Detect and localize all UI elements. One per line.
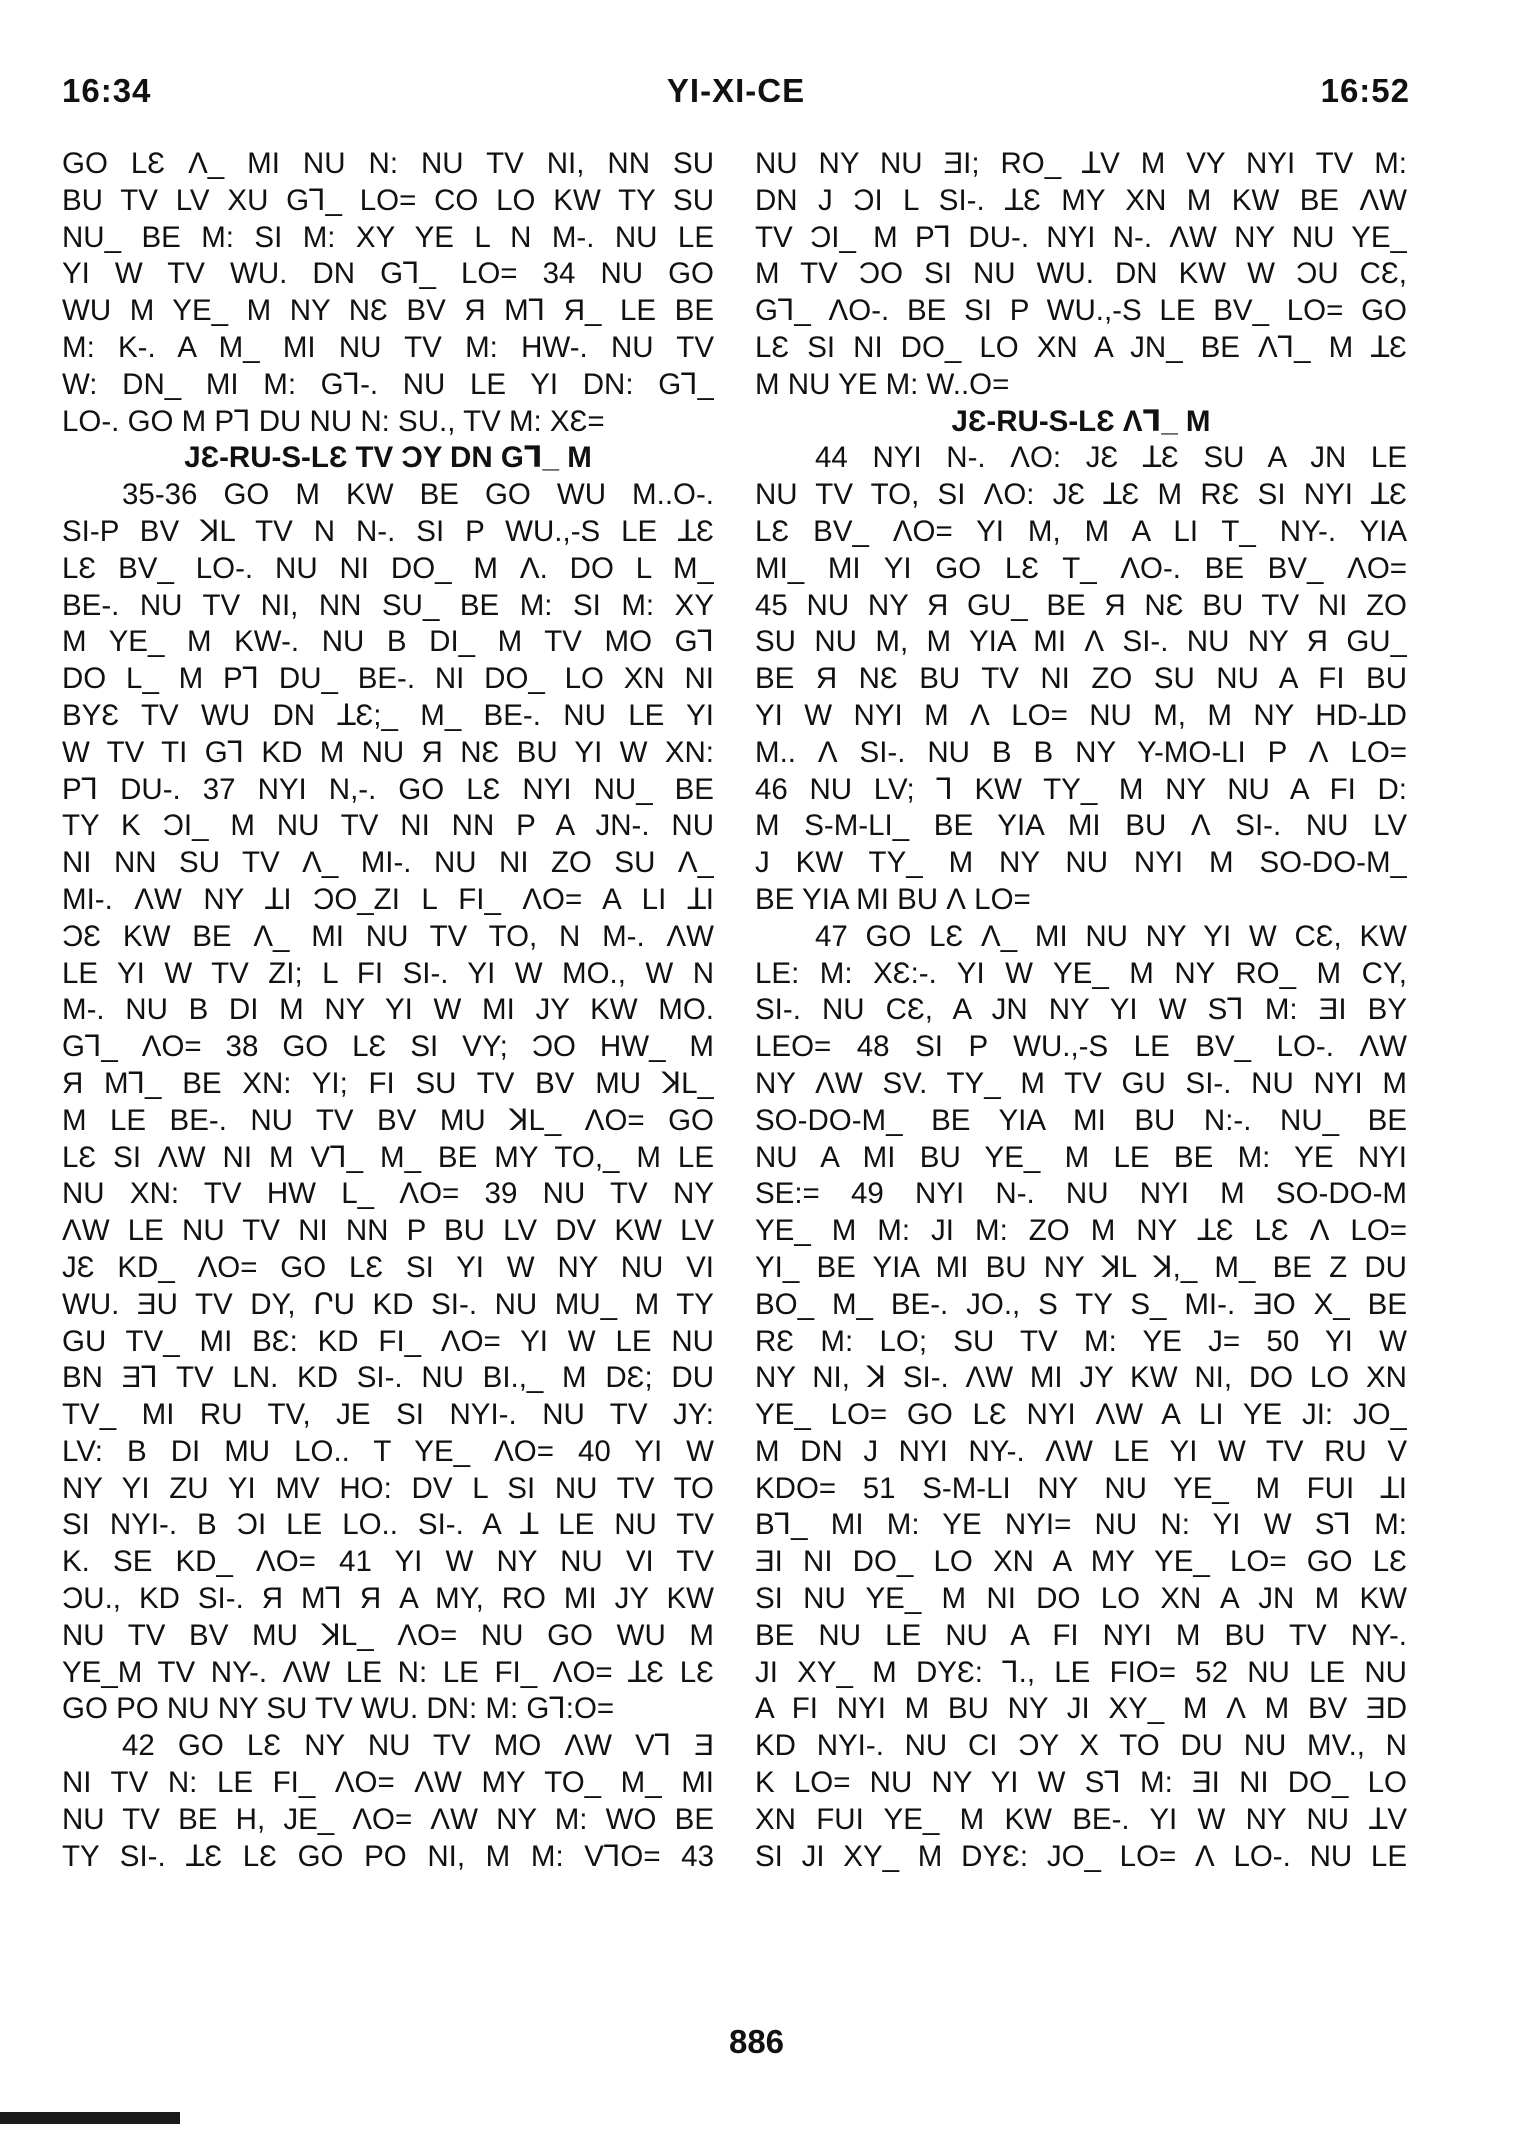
text-line: BꞀ_ MI M: YE NYI= NU N: YI W SꞀ M: bbox=[755, 1508, 1407, 1542]
text-line: NY NI, ꓘ SI-. ɅW MI JY KW NI, DO LO XN bbox=[755, 1361, 1407, 1395]
text-line: NU TV TO, SI ɅO: JƐ ꓕƐ M RƐ SI NYI ꓕƐ bbox=[755, 478, 1407, 512]
text-line: BE Я NƐ BU TV NI ZO SU NU A FI BU bbox=[755, 662, 1407, 696]
text-line: YE_ M M: JI M: ZO M NY ꓕƐ LƐ Ʌ LO= bbox=[755, 1214, 1407, 1248]
text-line: LE: M: XƐ:-. YI W YE_ M NY RO_ M CY, bbox=[755, 956, 1407, 990]
text-line: PꞀ DU-. 37 NYI N,-. GO LƐ NYI NU_ BE bbox=[62, 772, 714, 806]
text-line: M: K-. A M_ MI NU TV M: HW-. NU TV bbox=[62, 330, 714, 364]
text-line: GꞀ_ ɅO= 38 GO LƐ SI VY; ƆO HW_ M bbox=[62, 1030, 714, 1064]
text-line: NU TV BV MU ꓘL_ ɅO= NU GO WU M bbox=[62, 1618, 714, 1652]
text-line: LV: B DI MU LO.. T YE_ ɅO= 40 YI W bbox=[62, 1434, 714, 1468]
header-book-title: YI-XI-CE bbox=[666, 72, 806, 109]
text-line: K. SE KD_ ɅO= 41 YI W NY NU VI TV bbox=[62, 1545, 714, 1579]
text-line: 45 NU NY Я GU_ BE Я NƐ BU TV NI ZO bbox=[755, 588, 1407, 622]
text-line: NU_ BE M: SI M: XY YE L N M-. NU LE bbox=[62, 220, 714, 254]
text-line: DN J ƆI L SI-. ꓕƐ MY XN M KW BE ɅW bbox=[755, 183, 1407, 217]
text-line: NY ɅW SV. TY_ M TV GU SI-. NU NYI M bbox=[755, 1066, 1407, 1100]
text-line: M TV ƆO SI NU WU. DN KW W ƆU CƐ, bbox=[755, 257, 1407, 291]
text-line: ƆU., KD SI-. Я MꞀ Я A MY, RO MI JY KW bbox=[62, 1582, 714, 1616]
text-line: BN ƎꞀ TV LN. KD SI-. NU BI.,_ M DƐ; DU bbox=[62, 1361, 714, 1395]
text-line: KDO= 51 S-M-LI NY NU YE_ M FUI ꓕI bbox=[755, 1471, 1407, 1505]
text-line: M NU YE M: W..O= bbox=[755, 367, 1010, 401]
text-line: SO-DO-M_ BE YIA MI BU N:-. NU_ BE bbox=[755, 1103, 1407, 1137]
text-line: M.. Ʌ SI-. NU B B NY Y-MO-LI P Ʌ LO= bbox=[755, 735, 1407, 769]
text-line: NU XN: TV HW L_ ɅO= 39 NU TV NY bbox=[62, 1177, 714, 1211]
text-line: BE NU LE NU A FI NYI M BU TV NY-. bbox=[755, 1618, 1407, 1652]
text-line: 35-36 GO M KW BE GO WU M..O-. bbox=[122, 478, 714, 512]
text-line: NY YI ZU YI MV HO: DV L SI NU TV TO bbox=[62, 1471, 714, 1505]
text-line: SI-. NU CƐ, A JN NY YI W SꞀ M: ƎI BY bbox=[755, 993, 1407, 1027]
text-line: J KW TY_ M NY NU NYI M SO-DO-M_ bbox=[755, 846, 1407, 880]
text-line: LEO= 48 SI P WU.,-S LE BV_ LO-. ɅW bbox=[755, 1030, 1407, 1064]
text-line: M LE BE-. NU TV BV MU ꓘL_ ɅO= GO bbox=[62, 1103, 714, 1137]
text-line: 46 NU LV; Ꞁ KW TY_ M NY NU A FI D: bbox=[755, 772, 1407, 806]
text-line: GU TV_ MI BƐ: KD FI_ ɅO= YI W LE NU bbox=[62, 1324, 714, 1358]
text-line: 47 GO LƐ Ʌ_ MI NU NY YI W CƐ, KW bbox=[815, 919, 1407, 953]
page-number: 886 bbox=[728, 2023, 785, 2060]
text-line: DO L_ M PꞀ DU_ BE-. NI DO_ LO XN NI bbox=[62, 662, 714, 696]
text-line: SU NU M, M YIA MI Ʌ SI-. NU NY Я GU_ bbox=[755, 625, 1407, 659]
text-line: LƐ BV_ LO-. NU NI DO_ M Ʌ. DO L M_ bbox=[62, 551, 714, 585]
text-line: GO LƐ Ʌ_ MI NU N: NU TV NI, NN SU bbox=[62, 147, 714, 180]
text-line: XN FUI YE_ M KW BE-. YI W NY NU ꓕV bbox=[755, 1802, 1407, 1836]
text-line: YI W TV WU. DN GꞀ_ LO= 34 NU GO bbox=[62, 257, 714, 291]
text-line: M-. NU B DI M NY YI W MI JY KW MO. bbox=[62, 993, 714, 1027]
text-line: NU TV BE H, JE_ ɅO= ɅW NY M: WO BE bbox=[62, 1802, 714, 1836]
text-line: BO_ M_ BE-. JO., S TY S_ MI-. ƎO X_ BE bbox=[755, 1287, 1407, 1321]
header-verse-end: 16:52 bbox=[1320, 72, 1410, 109]
scan-edge-shadow bbox=[0, 2112, 180, 2124]
right-text-column bbox=[755, 146, 1407, 1875]
text-line: JI XY_ M DYƐ: Ꞁ., LE FIO= 52 NU LE NU bbox=[755, 1655, 1407, 1689]
page-header bbox=[62, 72, 1410, 122]
section-heading: JƐ-RU-S-LƐ TV ƆY DN GꞀ_ M bbox=[184, 441, 592, 475]
text-line: LƐ SI ɅW NI M VꞀ_ M_ BE MY TO,_ M LE bbox=[62, 1140, 714, 1174]
text-line: SI NU YE_ M NI DO LO XN A JN M KW bbox=[755, 1582, 1407, 1616]
text-line: TY K ƆI_ M NU TV NI NN P A JN-. NU bbox=[62, 809, 714, 843]
text-line: LE YI W TV ZI; L FI SI-. YI W MO., W N bbox=[62, 956, 714, 990]
text-line: BE YIA MI BU Ʌ LO= bbox=[755, 882, 1031, 916]
text-line: NI NN SU TV Ʌ_ MI-. NU NI ZO SU Ʌ_ bbox=[62, 846, 714, 880]
text-line: MI-. ɅW NY ꓕI ƆO_ZI L FI_ ɅO= A LI ꓕI bbox=[62, 882, 714, 916]
text-line: WU. ƎU TV DY, ՐU KD SI-. NU MU_ M TY bbox=[62, 1287, 714, 1321]
text-line: SE:= 49 NYI N-. NU NYI M SO-DO-M bbox=[755, 1177, 1407, 1211]
text-line: KD NYI-. NU CI ƆY X TO DU NU MV., N bbox=[755, 1729, 1407, 1763]
text-line: BE-. NU TV NI, NN SU_ BE M: SI M: XY bbox=[62, 588, 714, 622]
text-line: ƎI NI DO_ LO XN A MY YE_ LO= GO LƐ bbox=[755, 1545, 1407, 1579]
text-line: SI NYI-. B ƆI LE LO.. SI-. A ꓕ LE NU TV bbox=[62, 1508, 714, 1542]
text-line: NI TV N: LE FI_ ɅO= ɅW MY TO_ M_ MI bbox=[62, 1766, 714, 1800]
text-line: 42 GO LƐ NY NU TV MO ɅW VꞀ Ǝ bbox=[122, 1729, 714, 1763]
text-line: MI_ MI YI GO LƐ T_ ɅO-. BE BV_ ɅO= bbox=[755, 551, 1407, 585]
text-line: Я MꞀ_ BE XN: YI; FI SU TV BV MU ꓘL_ bbox=[62, 1066, 714, 1100]
text-line: M S-M-LI_ BE YIA MI BU Ʌ SI-. NU LV bbox=[755, 809, 1407, 843]
text-line: JƐ KD_ ɅO= GO LƐ SI YI W NY NU VI bbox=[62, 1250, 714, 1284]
text-line: 44 NYI N-. ɅO: JƐ ꓕƐ SU A JN LE bbox=[815, 441, 1407, 475]
text-line: LƐ BV_ ɅO= YI M, M A LI T_ NY-. YIA bbox=[755, 514, 1407, 548]
text-line: M YE_ M KW-. NU B DI_ M TV MO GꞀ bbox=[62, 625, 714, 659]
header-verse-start: 16:34 bbox=[62, 72, 152, 109]
text-line: ɅW LE NU TV NI NN P BU LV DV KW LV bbox=[62, 1214, 714, 1248]
text-line: BU TV LV XU GꞀ_ LO= CO LO KW TY SU bbox=[62, 183, 714, 217]
text-line: YI W NYI M Ʌ LO= NU M, M NY HD-ꓕD bbox=[755, 698, 1407, 732]
text-line: GO PO NU NY SU TV WU. DN: M: GꞀ:O= bbox=[62, 1692, 615, 1726]
text-line: M DN J NYI NY-. ɅW LE YI W TV RU V bbox=[755, 1434, 1407, 1468]
text-line: ƆƐ KW BE Ʌ_ MI NU TV TO, N M-. ɅW bbox=[62, 919, 714, 953]
text-line: K LO= NU NY YI W SꞀ M: ƎI NI DO_ LO bbox=[755, 1766, 1407, 1800]
text-line: GꞀ_ ɅO-. BE SI P WU.,-S LE BV_ LO= GO bbox=[755, 294, 1407, 328]
text-line: TV_ MI RU TV, JE SI NYI-. NU TV JY: bbox=[62, 1398, 714, 1432]
text-line: WU M YE_ M NY NƐ BV Я MꞀ Я_ LE BE bbox=[62, 294, 714, 328]
text-line: RƐ M: LO; SU TV M: YE J= 50 YI W bbox=[755, 1324, 1407, 1358]
text-line: TV ƆI_ M PꞀ DU-. NYI N-. ɅW NY NU YE_ bbox=[755, 220, 1407, 254]
text-line: A FI NYI M BU NY JI XY_ M Ʌ M BV ƎD bbox=[755, 1692, 1407, 1726]
text-line: LO-. GO M PꞀ DU NU N: SU., TV M: XƐ= bbox=[62, 404, 605, 438]
left-text-column bbox=[62, 146, 714, 1875]
text-line: NU NY NU ƎI; RO_ ꓕV M VY NYI TV M: bbox=[755, 147, 1407, 180]
text-line: BYƐ TV WU DN ꓕƐ;_ M_ BE-. NU LE YI bbox=[62, 698, 714, 732]
text-line: W TV TI GꞀ KD M NU Я NƐ BU YI W XN: bbox=[62, 735, 714, 769]
text-line: YI_ BE YIA MI BU NY ꓘL ꓘ,_ M_ BE Z DU bbox=[755, 1250, 1407, 1284]
text-line: SI-P BV ꓘL TV N N-. SI P WU.,-S LE ꓕƐ bbox=[62, 514, 714, 548]
section-heading: JƐ-RU-S-LƐ ɅꞀ_ M bbox=[951, 404, 1211, 438]
text-line: W: DN_ MI M: GꞀ-. NU LE YI DN: GꞀ_ bbox=[62, 367, 714, 401]
text-line: YE_ LO= GO LƐ NYI ɅW A LI YE JI: JO_ bbox=[755, 1398, 1407, 1432]
text-line: TY SI-. ꓕƐ LƐ GO PO NI, M M: VꞀO= 43 bbox=[62, 1839, 714, 1873]
text-line: NU A MI BU YE_ M LE BE M: YE NYI bbox=[755, 1140, 1407, 1174]
text-line: YE_M TV NY-. ɅW LE N: LE FI_ ɅO= ꓕƐ LƐ bbox=[62, 1655, 714, 1689]
text-line: SI JI XY_ M DYƐ: JO_ LO= Ʌ LO-. NU LE bbox=[755, 1839, 1407, 1873]
text-line: LƐ SI NI DO_ LO XN A JN_ BE ɅꞀ_ M ꓕƐ bbox=[755, 330, 1407, 364]
